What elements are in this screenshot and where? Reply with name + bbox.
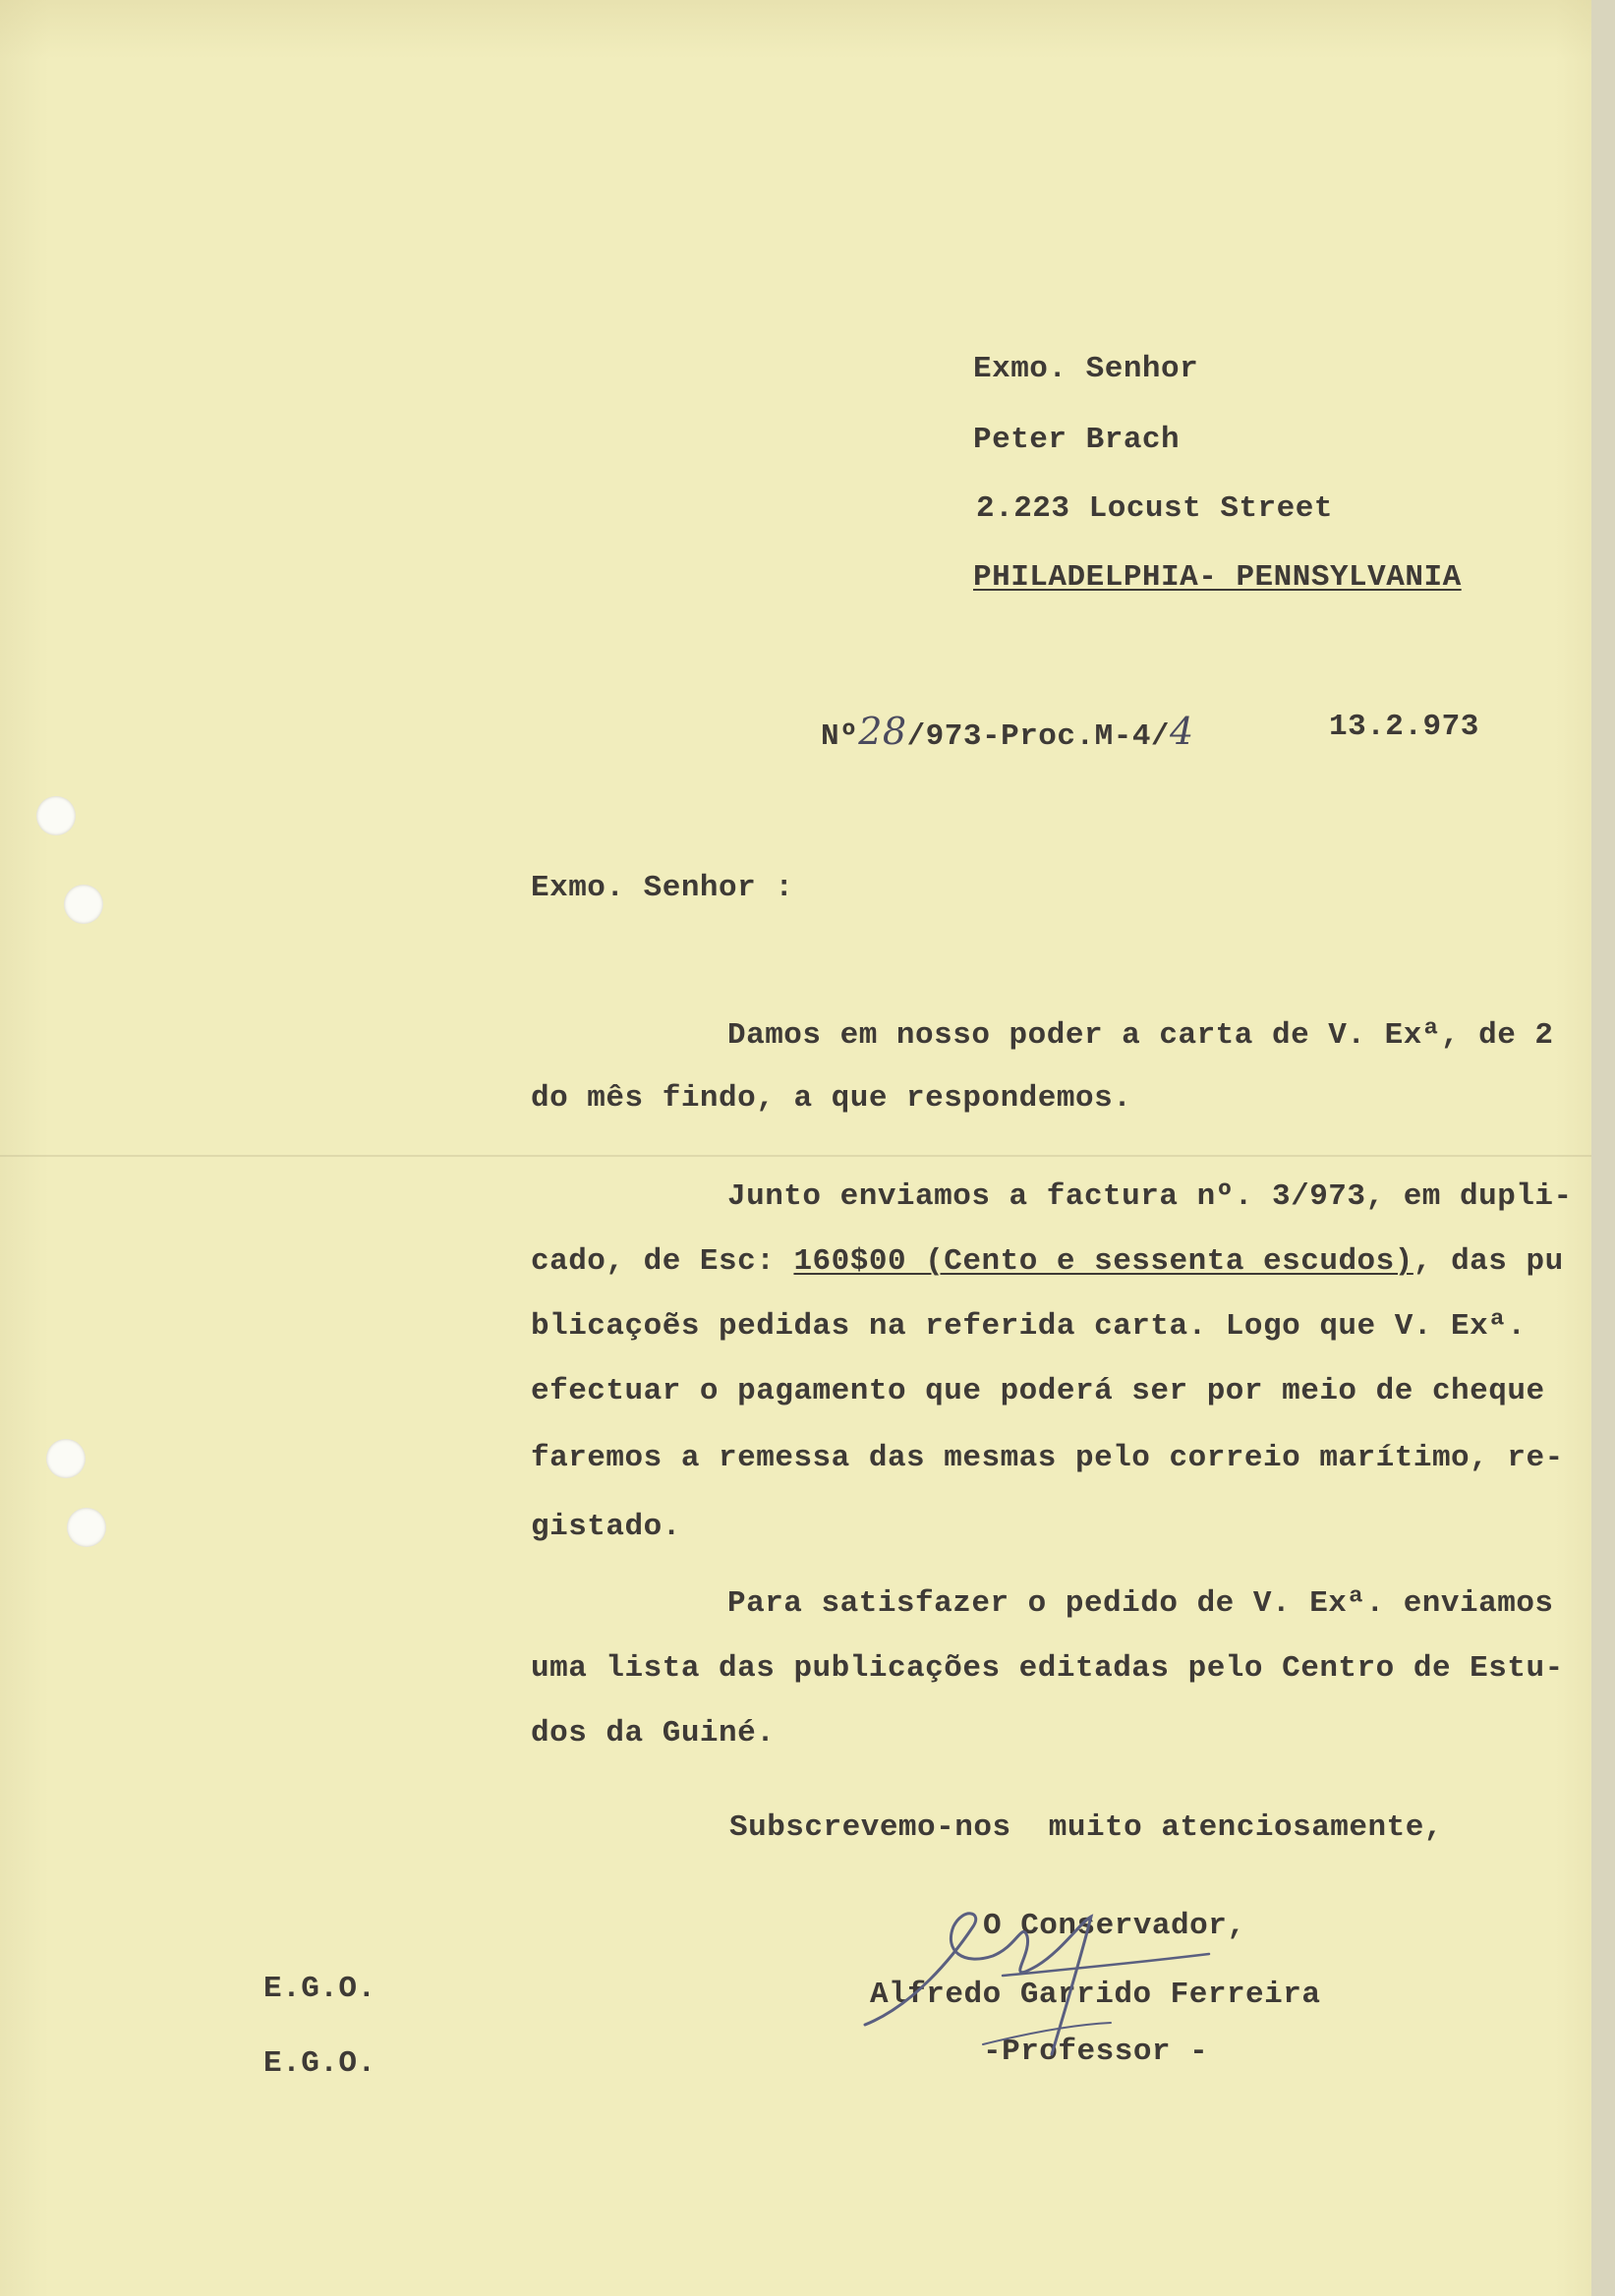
body-line: efectuar o pagamento que poderá ser por meio de cheque — [531, 1374, 1545, 1408]
body-line: Para satisfazer o pedido de V. Exª. enviamos — [727, 1586, 1554, 1621]
cc-initials: E.G.O. — [263, 2046, 376, 2081]
reference-number-handwritten: 28 — [858, 710, 907, 753]
recipient-street: 2.223 Locust Street — [976, 491, 1333, 526]
body-line — [531, 1244, 1564, 1279]
letter-date: 13.2.973 — [1329, 710, 1479, 744]
paper-edge — [1591, 0, 1615, 2296]
closing-line: Subscrevemo-nos muito atenciosamente, — [729, 1810, 1443, 1845]
reference-middle: /973-Proc.M-4/ — [906, 719, 1171, 754]
recipient-name: Peter Brach — [973, 423, 1181, 457]
signature-title: O Conservador, — [983, 1909, 1246, 1943]
body-text: , das pu — [1413, 1244, 1564, 1279]
recipient-city: PHILADELPHIA- PENNSYLVANIA — [973, 560, 1462, 595]
reference-suffix-handwritten: 4 — [1170, 710, 1194, 753]
reference-prefix: Nº — [821, 719, 859, 754]
cc-initials: E.G.O. — [263, 1972, 376, 2006]
body-line: dos da Guiné. — [531, 1716, 776, 1751]
body-line: gistado. — [531, 1510, 681, 1544]
punch-hole — [64, 885, 103, 924]
body-line: uma lista das publicações editadas pelo Centro de Estu- — [531, 1651, 1564, 1686]
signature-role: -Professor - — [983, 2035, 1209, 2069]
body-line: Junto enviamos a factura nº. 3/973, em dupli- — [727, 1179, 1573, 1214]
paper-fold — [0, 1155, 1591, 1157]
body-line: faremos a remessa das mesmas pelo correio marítimo, re- — [531, 1441, 1564, 1475]
punch-hole — [36, 796, 76, 835]
punch-hole — [46, 1439, 86, 1478]
invoice-amount: 160$00 (Cento e sessenta escudos) — [793, 1244, 1413, 1279]
punch-hole — [67, 1508, 106, 1547]
recipient-salutation: Exmo. Senhor — [973, 352, 1199, 386]
reference-line — [821, 710, 1194, 754]
body-line: blicaçoẽs pedidas na referida carta. Logo que V. Exª. — [531, 1309, 1527, 1344]
greeting: Exmo. Senhor : — [531, 871, 794, 905]
body-text: cado, de Esc: — [531, 1244, 794, 1279]
signature-name: Alfredo Garrido Ferreira — [870, 1978, 1321, 2012]
body-line: do mês findo, a que respondemos. — [531, 1081, 1132, 1116]
handwritten-signature — [855, 1897, 1268, 2074]
body-line: Damos em nosso poder a carta de V. Exª, de 2 — [727, 1018, 1554, 1053]
